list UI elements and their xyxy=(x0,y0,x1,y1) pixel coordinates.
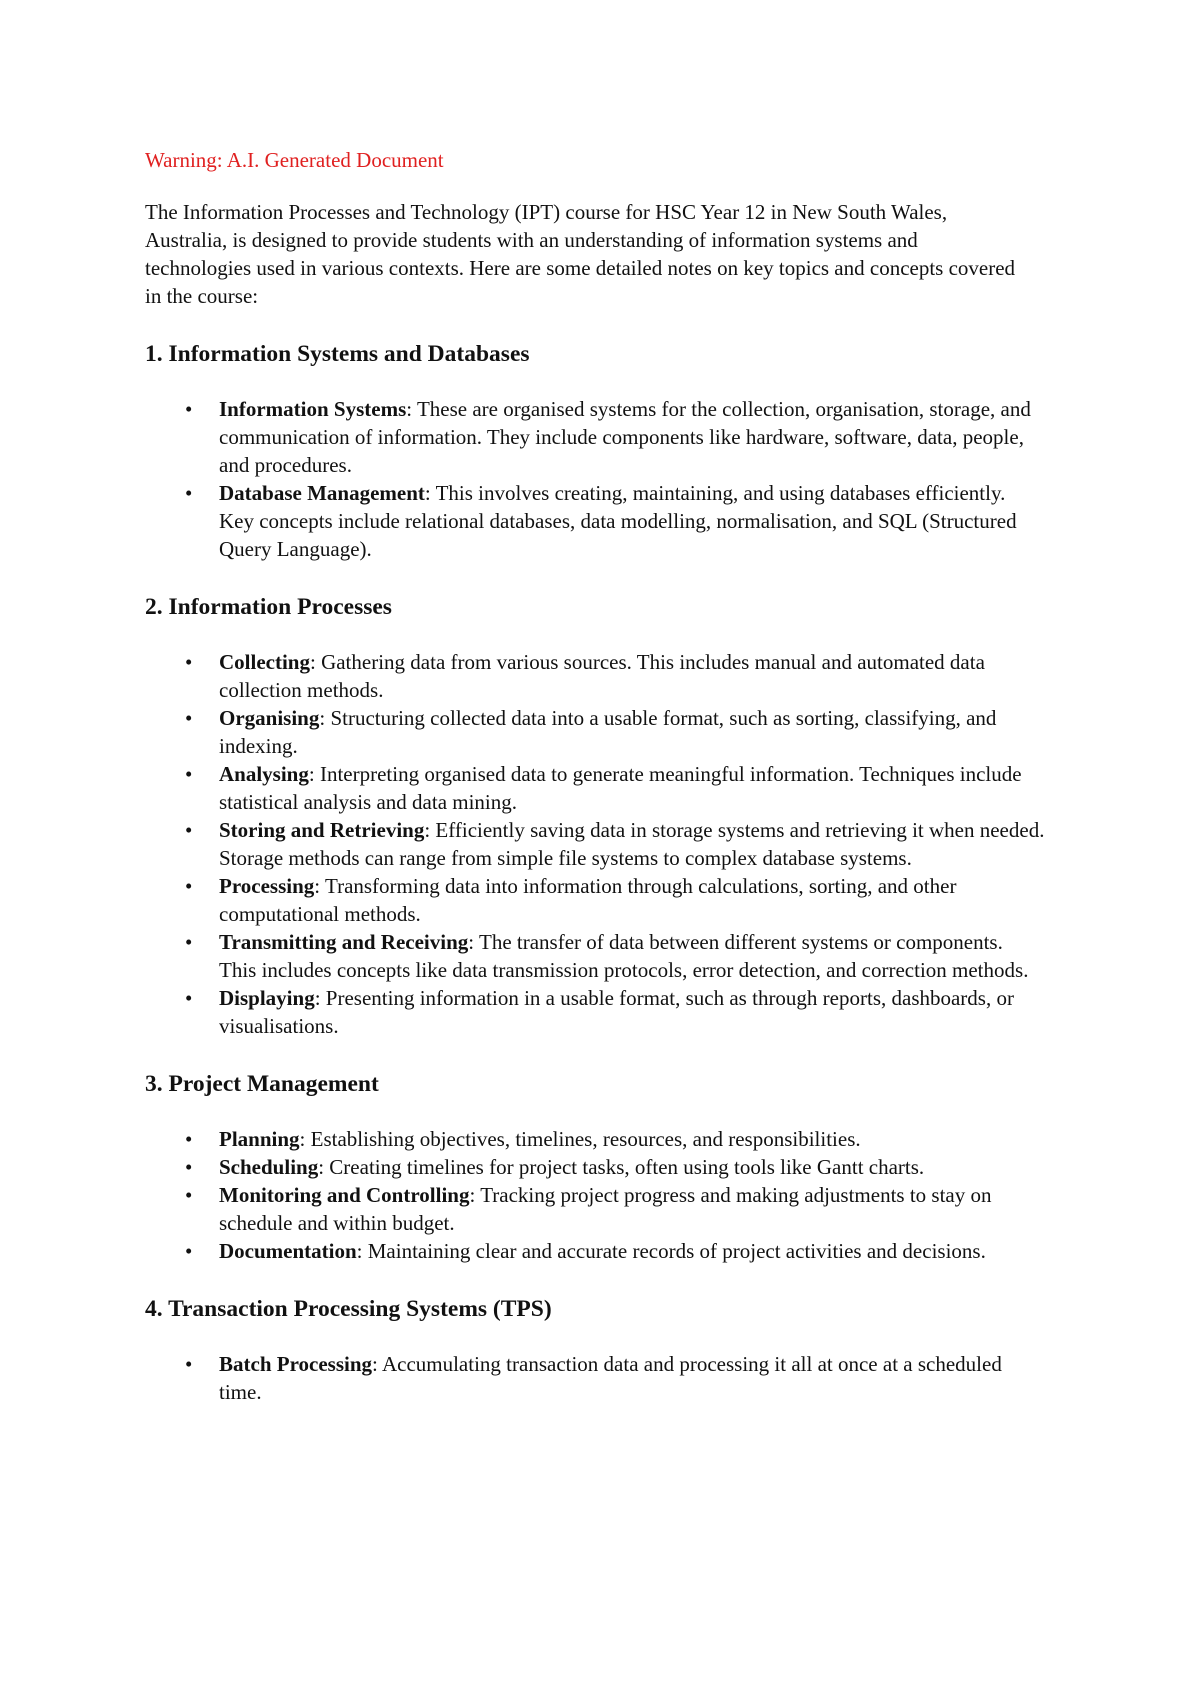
section-heading: 1. Information Systems and Databases xyxy=(145,341,530,367)
item-text: : Establishing objectives, timelines, resources, and responsibilities. xyxy=(299,1127,861,1151)
section-heading: 4. Transaction Processing Systems (TPS) xyxy=(145,1296,552,1322)
item-text: : Accumulating transaction data and processing it all at once at a scheduled time. xyxy=(219,1352,1002,1404)
item-text: : Gathering data from various sources. This includes manual and automated data collection methods. xyxy=(219,650,985,702)
section-heading: 2. Information Processes xyxy=(145,594,392,620)
intro-paragraph: The Information Processes and Technology (IPT) course for HSC Year 12 in New South Wales, Australia, is designed to provide students with an understanding of information systems and technologies used in various contexts. Here are some detailed notes on key topics and concepts covered in the course: xyxy=(145,200,1016,308)
list-item xyxy=(145,760,1045,816)
list-item xyxy=(145,984,1045,1040)
list-item xyxy=(145,648,1045,704)
item-text: : Efficiently saving data in storage systems and retrieving it when needed. Storage methods can range from simple file systems to complex database systems. xyxy=(219,818,1045,870)
item-term: Monitoring and Controlling xyxy=(219,1183,470,1207)
bullet-icon: • xyxy=(185,874,193,898)
list-item xyxy=(145,704,1045,760)
item-text: : The transfer of data between different systems or components. This includes concepts like data transmission protocols, error detection, and correction methods. xyxy=(219,930,1029,982)
list-item xyxy=(145,1237,1045,1265)
bullet-icon: • xyxy=(185,1352,193,1376)
item-term: Collecting xyxy=(219,650,310,674)
bullet-icon: • xyxy=(185,986,193,1010)
bullet-list xyxy=(145,1350,1075,1406)
item-text: : Presenting information in a usable format, such as through reports, dashboards, or visualisations. xyxy=(219,986,1014,1038)
list-item xyxy=(145,395,1045,479)
item-term: Displaying xyxy=(219,986,315,1010)
bullet-icon: • xyxy=(185,650,193,674)
section-heading: 3. Project Management xyxy=(145,1071,379,1097)
bullet-icon: • xyxy=(185,481,193,505)
list-item xyxy=(145,1153,1045,1181)
list-item xyxy=(145,1181,1045,1237)
bullet-icon: • xyxy=(185,818,193,842)
item-text: : This involves creating, maintaining, and using databases efficiently. Key concepts include relational databases, data modelling, normalisation, and SQL (Structured Query Language). xyxy=(219,481,1017,561)
item-text: : These are organised systems for the collection, organisation, storage, and communication of information. They include components like hardware, software, data, people, and procedures. xyxy=(219,397,1031,477)
item-term: Scheduling xyxy=(219,1155,319,1179)
bullet-icon: • xyxy=(185,706,193,730)
list-item xyxy=(145,872,1045,928)
item-term: Processing xyxy=(219,874,315,898)
bullet-list xyxy=(145,1125,1075,1265)
list-item xyxy=(145,479,1045,563)
item-term: Information Systems xyxy=(219,397,407,421)
item-text: : Transforming data into information through calculations, sorting, and other computational methods. xyxy=(219,874,957,926)
bullet-list xyxy=(145,648,1075,1040)
item-term: Analysing xyxy=(219,762,309,786)
bullet-icon: • xyxy=(185,1155,193,1179)
list-item xyxy=(145,1125,1045,1153)
item-text: : Structuring collected data into a usable format, such as sorting, classifying, and indexing. xyxy=(219,706,997,758)
item-term: Batch Processing xyxy=(219,1352,373,1376)
bullet-icon: • xyxy=(185,1183,193,1207)
item-term: Documentation xyxy=(219,1239,357,1263)
item-text: : Maintaining clear and accurate records of project activities and decisions. xyxy=(356,1239,986,1263)
item-text: : Interpreting organised data to generate meaningful information. Techniques include statistical analysis and data mining. xyxy=(219,762,1022,814)
bullet-icon: • xyxy=(185,1127,193,1151)
document-body xyxy=(145,146,1075,1435)
list-item xyxy=(145,1350,1045,1406)
bullet-list xyxy=(145,395,1075,563)
bullet-icon: • xyxy=(185,397,193,421)
bullet-icon: • xyxy=(185,1239,193,1263)
warning-notice: Warning: A.I. Generated Document xyxy=(145,148,444,172)
bullet-icon: • xyxy=(185,762,193,786)
item-term: Organising xyxy=(219,706,320,730)
list-item xyxy=(145,816,1045,872)
item-term: Database Management xyxy=(219,481,425,505)
item-text: : Tracking project progress and making adjustments to stay on schedule and within budget. xyxy=(219,1183,992,1235)
bullet-icon: • xyxy=(185,930,193,954)
item-term: Planning xyxy=(219,1127,300,1151)
item-text: : Creating timelines for project tasks, often using tools like Gantt charts. xyxy=(318,1155,925,1179)
list-item xyxy=(145,928,1045,984)
item-term: Storing and Retrieving xyxy=(219,818,425,842)
item-term: Transmitting and Receiving xyxy=(219,930,469,954)
